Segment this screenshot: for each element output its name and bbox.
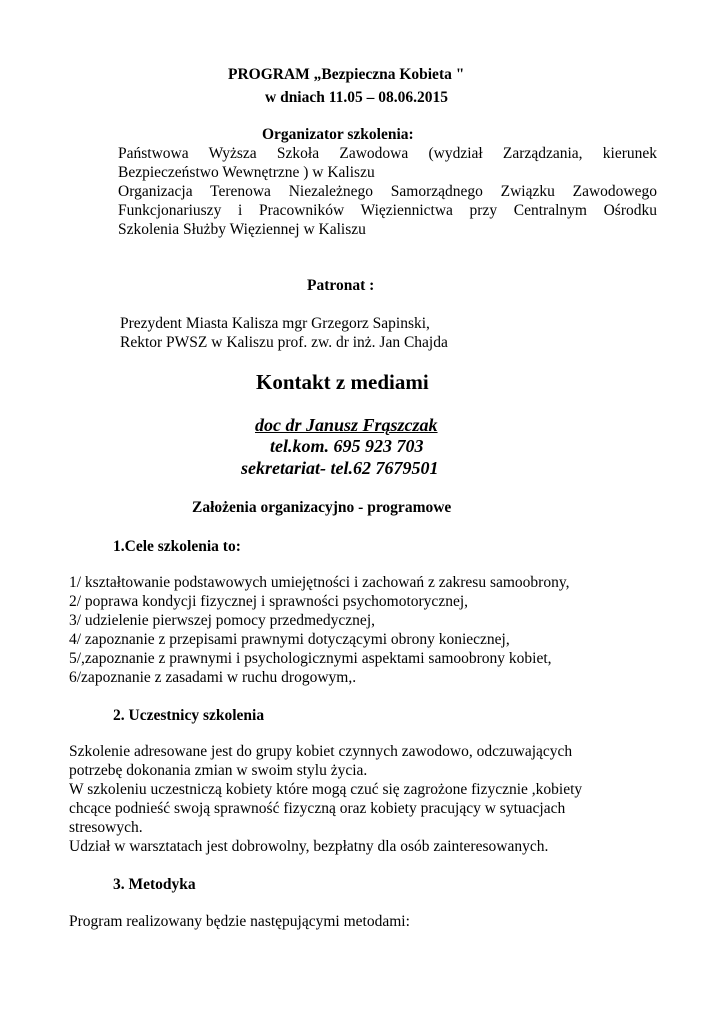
document-dates: w dniach 11.05 – 08.06.2015 bbox=[265, 89, 449, 106]
organizer-line: Funkcjonariuszy i Pracowników Więziennictwa przy Centralnym Ośrodku bbox=[118, 202, 657, 219]
participants-line: W szkoleniu uczestniczą kobiety które mogą czuć się zagrożone fizycznie ,kobiety bbox=[69, 781, 583, 798]
media-heading: Kontakt z mediami bbox=[256, 370, 429, 394]
organizer-line: Państwowa Wyższa Szkoła Zawodowa (wydział Zarządzania, kierunek bbox=[118, 145, 657, 162]
section3-heading: 3. Metodyka bbox=[113, 876, 196, 893]
methodology-intro: Program realizowany będzie następującymi metodami: bbox=[69, 913, 410, 930]
organizer-heading: Organizator szkolenia: bbox=[262, 126, 414, 143]
participants-line: chcące podnieść swoją sprawność fizyczną oraz kobiety pracujący w sytuacjach bbox=[69, 800, 566, 817]
assumptions-heading: Założenia organizacyjno - programowe bbox=[192, 499, 452, 516]
document-title: PROGRAM „Bezpieczna Kobieta " bbox=[228, 66, 465, 83]
patronage-heading: Patronat : bbox=[307, 277, 375, 294]
goal-item: 5/,zapoznanie z prawnymi i psychologicznymi aspektami samoobrony kobiet, bbox=[69, 650, 552, 667]
patronage-line: Prezydent Miasta Kalisza mgr Grzegorz Sapinski, bbox=[120, 315, 430, 332]
patronage-line: Rektor PWSZ w Kaliszu prof. zw. dr inż. Jan Chajda bbox=[120, 334, 448, 351]
participants-line: stresowych. bbox=[69, 819, 143, 836]
media-contact-name: doc dr Janusz Frąszczak bbox=[255, 415, 438, 435]
participants-line: Szkolenie adresowane jest do grupy kobiet czynnych zawodowo, odczuwających bbox=[69, 743, 573, 760]
participants-line: potrzebę dokonania zmian w swoim stylu życia. bbox=[69, 762, 368, 779]
goal-item: 1/ kształtowanie podstawowych umiejętności i zachowań z zakresu samoobrony, bbox=[69, 574, 570, 591]
participants-line: Udział w warsztatach jest dobrowolny, bezpłatny dla osób zainteresowanych. bbox=[69, 838, 549, 855]
section1-heading: 1.Cele szkolenia to: bbox=[113, 538, 241, 555]
goal-item: 6/zapoznanie z zasadami w ruchu drogowym,. bbox=[69, 669, 357, 686]
media-contact-phone: tel.kom. 695 923 703 bbox=[270, 436, 424, 456]
media-contact-office: sekretariat- tel.62 7679501 bbox=[241, 458, 439, 478]
goal-item: 4/ zapoznanie z przepisami prawnymi dotyczącymi obrony koniecznej, bbox=[69, 631, 510, 648]
organizer-line: Organizacja Terenowa Niezależnego Samorządnego Związku Zawodowego bbox=[118, 183, 657, 200]
goal-item: 3/ udzielenie pierwszej pomocy przedmedycznej, bbox=[69, 612, 375, 629]
organizer-line: Szkolenia Służby Więziennej w Kaliszu bbox=[118, 221, 366, 238]
section2-heading: 2. Uczestnicy szkolenia bbox=[113, 707, 265, 724]
goal-item: 2/ poprawa kondycji fizycznej i sprawności psychomotorycznej, bbox=[69, 593, 469, 610]
organizer-line: Bezpieczeństwo Wewnętrzne ) w Kaliszu bbox=[118, 164, 375, 181]
